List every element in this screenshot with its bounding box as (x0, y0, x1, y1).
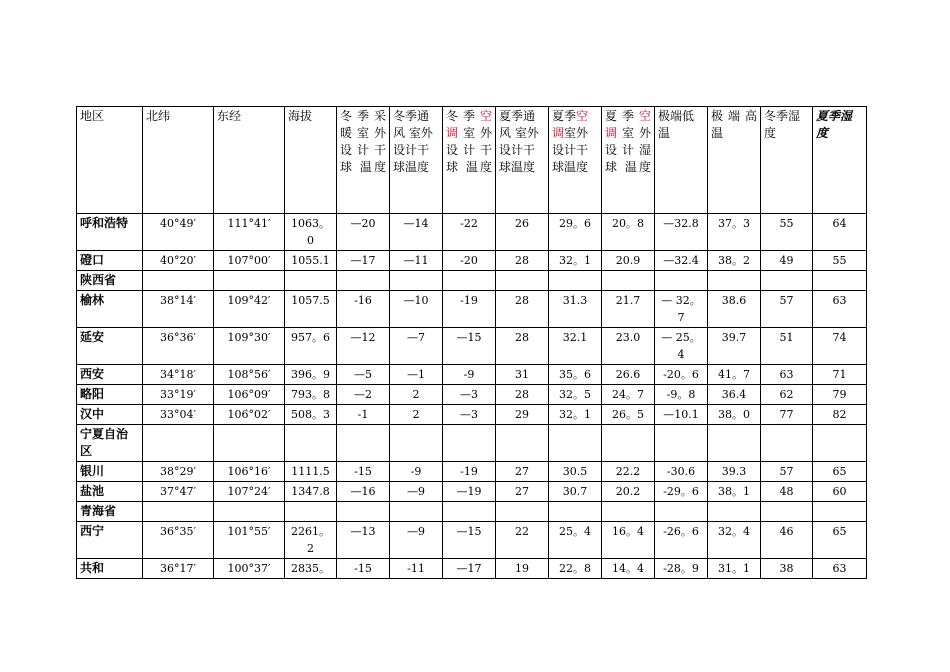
extreme-low-cell: — 25。4 (655, 328, 708, 365)
summer-ventilation-cell: 31 (496, 365, 549, 385)
extreme-low-cell: —32.4 (655, 251, 708, 271)
winter-heating-cell: -16 (337, 291, 390, 328)
summer-humidity-cell: 65 (813, 522, 867, 559)
region-name-cell: 汉中 (77, 405, 143, 425)
table-row (77, 365, 867, 385)
winter-heating-cell: -15 (337, 559, 390, 579)
winter-ac-cell: -19 (443, 291, 496, 328)
section-name-cell: 陕西省 (77, 271, 143, 291)
header-winter-ac-part2: 室 外 设 计 干 球 温度 (446, 126, 492, 174)
empty-cell (143, 271, 214, 291)
longitude-cell: 100°37′ (214, 559, 285, 579)
summer-ac-wet-cell: 14。4 (602, 559, 655, 579)
table-row (77, 482, 867, 502)
winter-humidity-cell: 55 (761, 214, 813, 251)
summer-ac-dry-cell: 29。6 (549, 214, 602, 251)
summer-ac-dry-cell: 35。6 (549, 365, 602, 385)
empty-cell (285, 271, 337, 291)
winter-humidity-cell: 51 (761, 328, 813, 365)
summer-ac-wet-cell: 21.7 (602, 291, 655, 328)
header-latitude: 北纬 (143, 107, 214, 214)
empty-cell (655, 425, 708, 462)
summer-humidity-cell: 64 (813, 214, 867, 251)
extreme-high-cell: 37。3 (708, 214, 761, 251)
summer-ventilation-cell: 26 (496, 214, 549, 251)
winter-humidity-cell: 49 (761, 251, 813, 271)
extreme-low-cell: —32.8 (655, 214, 708, 251)
longitude-cell: 107°00′ (214, 251, 285, 271)
empty-cell (602, 425, 655, 462)
header-summer-wet-red: 空 调 (605, 109, 651, 140)
region-name-cell: 银川 (77, 462, 143, 482)
winter-ac-cell: -9 (443, 365, 496, 385)
header-summer-ventilation-temp: 夏季通风 室外设计干球温度 (496, 107, 549, 214)
altitude-cell: 2835。 (285, 559, 337, 579)
section-row (77, 271, 867, 291)
longitude-cell: 109°30′ (214, 328, 285, 365)
region-name-cell: 榆林 (77, 291, 143, 328)
summer-ventilation-cell: 19 (496, 559, 549, 579)
header-summer-dry-part2: 室外设计干球温度 (552, 126, 589, 174)
altitude-cell: 508。3 (285, 405, 337, 425)
empty-cell (549, 425, 602, 462)
empty-cell (390, 271, 443, 291)
header-summer-humidity: 夏季湿度 (813, 107, 867, 214)
table-row (77, 214, 867, 251)
region-name-cell: 呼和浩特 (77, 214, 143, 251)
summer-ac-dry-cell: 30.5 (549, 462, 602, 482)
summer-ventilation-cell: 28 (496, 291, 549, 328)
latitude-cell: 38°29′ (143, 462, 214, 482)
region-name-cell: 西安 (77, 365, 143, 385)
summer-ventilation-cell: 29 (496, 405, 549, 425)
altitude-cell: 2261。2 (285, 522, 337, 559)
header-winter-ac-red: 空调 (446, 109, 492, 140)
empty-cell (143, 425, 214, 462)
header-summer-ac-wet-temp (602, 107, 655, 214)
table-row (77, 328, 867, 365)
header-winter-ac-temp (443, 107, 496, 214)
summer-ac-wet-cell: 20。8 (602, 214, 655, 251)
winter-ac-cell: —15 (443, 522, 496, 559)
summer-ac-dry-cell: 30.7 (549, 482, 602, 502)
winter-ac-cell: —17 (443, 559, 496, 579)
empty-cell (214, 425, 285, 462)
empty-cell (443, 271, 496, 291)
longitude-cell: 106°09′ (214, 385, 285, 405)
empty-cell (285, 425, 337, 462)
extreme-high-cell: 38。2 (708, 251, 761, 271)
winter-ventilation-cell: —11 (390, 251, 443, 271)
summer-ventilation-cell: 27 (496, 462, 549, 482)
table-row (77, 522, 867, 559)
summer-ac-dry-cell: 32。1 (549, 251, 602, 271)
table-row (77, 462, 867, 482)
summer-humidity-cell: 65 (813, 462, 867, 482)
section-name-cell: 青海省 (77, 502, 143, 522)
winter-ventilation-cell: 2 (390, 405, 443, 425)
winter-heating-cell: —13 (337, 522, 390, 559)
summer-ac-wet-cell: 16。4 (602, 522, 655, 559)
extreme-high-cell: 39.3 (708, 462, 761, 482)
latitude-cell: 40°49′ (143, 214, 214, 251)
winter-ac-cell: —3 (443, 405, 496, 425)
region-name-cell: 磴口 (77, 251, 143, 271)
winter-ventilation-cell: —9 (390, 482, 443, 502)
empty-cell (496, 502, 549, 522)
altitude-cell: 1111.5 (285, 462, 337, 482)
summer-ac-wet-cell: 26。5 (602, 405, 655, 425)
empty-cell (443, 425, 496, 462)
winter-ventilation-cell: -9 (390, 462, 443, 482)
latitude-cell: 40°20′ (143, 251, 214, 271)
extreme-low-cell: -29。6 (655, 482, 708, 502)
latitude-cell: 36°36′ (143, 328, 214, 365)
empty-cell (813, 425, 867, 462)
empty-cell (813, 271, 867, 291)
empty-cell (390, 502, 443, 522)
region-name-cell: 共和 (77, 559, 143, 579)
winter-humidity-cell: 57 (761, 291, 813, 328)
summer-humidity-cell: 79 (813, 385, 867, 405)
empty-cell (549, 502, 602, 522)
table-row (77, 291, 867, 328)
header-winter-ac-part1: 冬 季 (446, 109, 480, 123)
extreme-high-cell: 38。0 (708, 405, 761, 425)
summer-humidity-cell: 82 (813, 405, 867, 425)
empty-cell (708, 425, 761, 462)
summer-ac-dry-cell: 32。1 (549, 405, 602, 425)
latitude-cell: 34°18′ (143, 365, 214, 385)
winter-humidity-cell: 62 (761, 385, 813, 405)
table-row (77, 251, 867, 271)
header-extreme-high: 极 端 高温 (708, 107, 761, 214)
header-winter-heating-temp: 冬 季 采 暖 室 外 设 计 干 球 温度 (337, 107, 390, 214)
altitude-cell: 1055.1 (285, 251, 337, 271)
winter-ventilation-cell: 2 (390, 385, 443, 405)
table-row (77, 385, 867, 405)
extreme-high-cell: 38.6 (708, 291, 761, 328)
winter-heating-cell: —16 (337, 482, 390, 502)
summer-ac-dry-cell: 31.3 (549, 291, 602, 328)
empty-cell (602, 271, 655, 291)
summer-humidity-cell: 55 (813, 251, 867, 271)
winter-ventilation-cell: —9 (390, 522, 443, 559)
empty-cell (655, 502, 708, 522)
header-summer-wet-part2: 室 外 设 计 湿 球 温度 (605, 126, 651, 174)
summer-ventilation-cell: 27 (496, 482, 549, 502)
winter-ventilation-cell: —1 (390, 365, 443, 385)
extreme-low-cell: -20。6 (655, 365, 708, 385)
empty-cell (761, 425, 813, 462)
empty-cell (443, 502, 496, 522)
header-winter-ventilation-temp: 冬季通风 室外设计干球温度 (390, 107, 443, 214)
latitude-cell: 38°14′ (143, 291, 214, 328)
empty-cell (337, 502, 390, 522)
region-name-cell: 延安 (77, 328, 143, 365)
winter-ac-cell: -20 (443, 251, 496, 271)
longitude-cell: 106°02′ (214, 405, 285, 425)
empty-cell (655, 271, 708, 291)
latitude-cell: 36°17′ (143, 559, 214, 579)
empty-cell (390, 425, 443, 462)
extreme-high-cell: 31。1 (708, 559, 761, 579)
empty-cell (761, 271, 813, 291)
extreme-high-cell: 32。4 (708, 522, 761, 559)
winter-ventilation-cell: —7 (390, 328, 443, 365)
latitude-cell: 36°35′ (143, 522, 214, 559)
winter-humidity-cell: 46 (761, 522, 813, 559)
extreme-high-cell: 38。1 (708, 482, 761, 502)
summer-ac-dry-cell: 22。8 (549, 559, 602, 579)
region-name-cell: 西宁 (77, 522, 143, 559)
extreme-high-cell: 41。7 (708, 365, 761, 385)
header-extreme-low: 极端低温 (655, 107, 708, 214)
longitude-cell: 109°42′ (214, 291, 285, 328)
summer-ventilation-cell: 28 (496, 328, 549, 365)
longitude-cell: 108°56′ (214, 365, 285, 385)
extreme-low-cell: -30.6 (655, 462, 708, 482)
empty-cell (813, 502, 867, 522)
summer-ac-wet-cell: 26.6 (602, 365, 655, 385)
winter-humidity-cell: 38 (761, 559, 813, 579)
section-row (77, 502, 867, 522)
winter-heating-cell: —20 (337, 214, 390, 251)
empty-cell (496, 425, 549, 462)
empty-cell (214, 502, 285, 522)
winter-ventilation-cell: —10 (390, 291, 443, 328)
summer-ac-dry-cell: 32。5 (549, 385, 602, 405)
header-summer-dry-red: 空调 (552, 109, 589, 140)
summer-humidity-cell: 63 (813, 291, 867, 328)
extreme-high-cell: 39.7 (708, 328, 761, 365)
summer-ac-dry-cell: 25。4 (549, 522, 602, 559)
summer-ac-wet-cell: 20.9 (602, 251, 655, 271)
empty-cell (708, 502, 761, 522)
summer-humidity-cell: 74 (813, 328, 867, 365)
extreme-low-cell: -26。6 (655, 522, 708, 559)
winter-ac-cell: —15 (443, 328, 496, 365)
summer-ac-wet-cell: 22.2 (602, 462, 655, 482)
empty-cell (337, 271, 390, 291)
winter-heating-cell: -15 (337, 462, 390, 482)
empty-cell (337, 425, 390, 462)
table-row (77, 405, 867, 425)
extreme-high-cell: 36.4 (708, 385, 761, 405)
summer-ac-wet-cell: 20.2 (602, 482, 655, 502)
summer-ventilation-cell: 22 (496, 522, 549, 559)
empty-cell (708, 271, 761, 291)
summer-humidity-cell: 60 (813, 482, 867, 502)
empty-cell (602, 502, 655, 522)
winter-ac-cell: —3 (443, 385, 496, 405)
altitude-cell: 1347.8 (285, 482, 337, 502)
table-header-row (77, 107, 867, 214)
extreme-low-cell: -9。8 (655, 385, 708, 405)
winter-heating-cell: —17 (337, 251, 390, 271)
extreme-low-cell: —10.1 (655, 405, 708, 425)
summer-ac-wet-cell: 23.0 (602, 328, 655, 365)
extreme-low-cell: — 32。7 (655, 291, 708, 328)
header-longitude: 东经 (214, 107, 285, 214)
longitude-cell: 107°24′ (214, 482, 285, 502)
winter-heating-cell: —12 (337, 328, 390, 365)
header-region: 地区 (77, 107, 143, 214)
winter-ventilation-cell: —14 (390, 214, 443, 251)
header-altitude: 海拔 (285, 107, 337, 214)
extreme-low-cell: -28。9 (655, 559, 708, 579)
altitude-cell: 957。6 (285, 328, 337, 365)
winter-ventilation-cell: -11 (390, 559, 443, 579)
summer-humidity-cell: 63 (813, 559, 867, 579)
winter-heating-cell: —5 (337, 365, 390, 385)
altitude-cell: 396。9 (285, 365, 337, 385)
header-summer-ac-dry-temp (549, 107, 602, 214)
longitude-cell: 101°55′ (214, 522, 285, 559)
altitude-cell: 1057.5 (285, 291, 337, 328)
winter-humidity-cell: 77 (761, 405, 813, 425)
winter-ac-cell: -19 (443, 462, 496, 482)
longitude-cell: 111°41′ (214, 214, 285, 251)
winter-humidity-cell: 63 (761, 365, 813, 385)
summer-ventilation-cell: 28 (496, 251, 549, 271)
summer-ventilation-cell: 28 (496, 385, 549, 405)
winter-ac-cell: —19 (443, 482, 496, 502)
region-name-cell: 盐池 (77, 482, 143, 502)
winter-heating-cell: -1 (337, 405, 390, 425)
longitude-cell: 106°16′ (214, 462, 285, 482)
header-summer-dry-part1: 夏季 (552, 109, 577, 123)
empty-cell (214, 271, 285, 291)
climate-design-table (76, 106, 867, 579)
section-row (77, 425, 867, 462)
empty-cell (143, 502, 214, 522)
winter-ac-cell: -22 (443, 214, 496, 251)
latitude-cell: 33°19′ (143, 385, 214, 405)
latitude-cell: 33°04′ (143, 405, 214, 425)
winter-humidity-cell: 48 (761, 482, 813, 502)
empty-cell (549, 271, 602, 291)
winter-heating-cell: —2 (337, 385, 390, 405)
winter-humidity-cell: 57 (761, 462, 813, 482)
section-name-cell: 宁夏自治区 (77, 425, 143, 462)
altitude-cell: 793。8 (285, 385, 337, 405)
header-summer-wet-part1: 夏 季 (605, 109, 639, 123)
summer-humidity-cell: 71 (813, 365, 867, 385)
summer-ac-wet-cell: 24。7 (602, 385, 655, 405)
altitude-cell: 1063。0 (285, 214, 337, 251)
empty-cell (761, 502, 813, 522)
summer-ac-dry-cell: 32.1 (549, 328, 602, 365)
table-row (77, 559, 867, 579)
header-winter-humidity: 冬季湿度 (761, 107, 813, 214)
region-name-cell: 略阳 (77, 385, 143, 405)
empty-cell (285, 502, 337, 522)
empty-cell (496, 271, 549, 291)
latitude-cell: 37°47′ (143, 482, 214, 502)
